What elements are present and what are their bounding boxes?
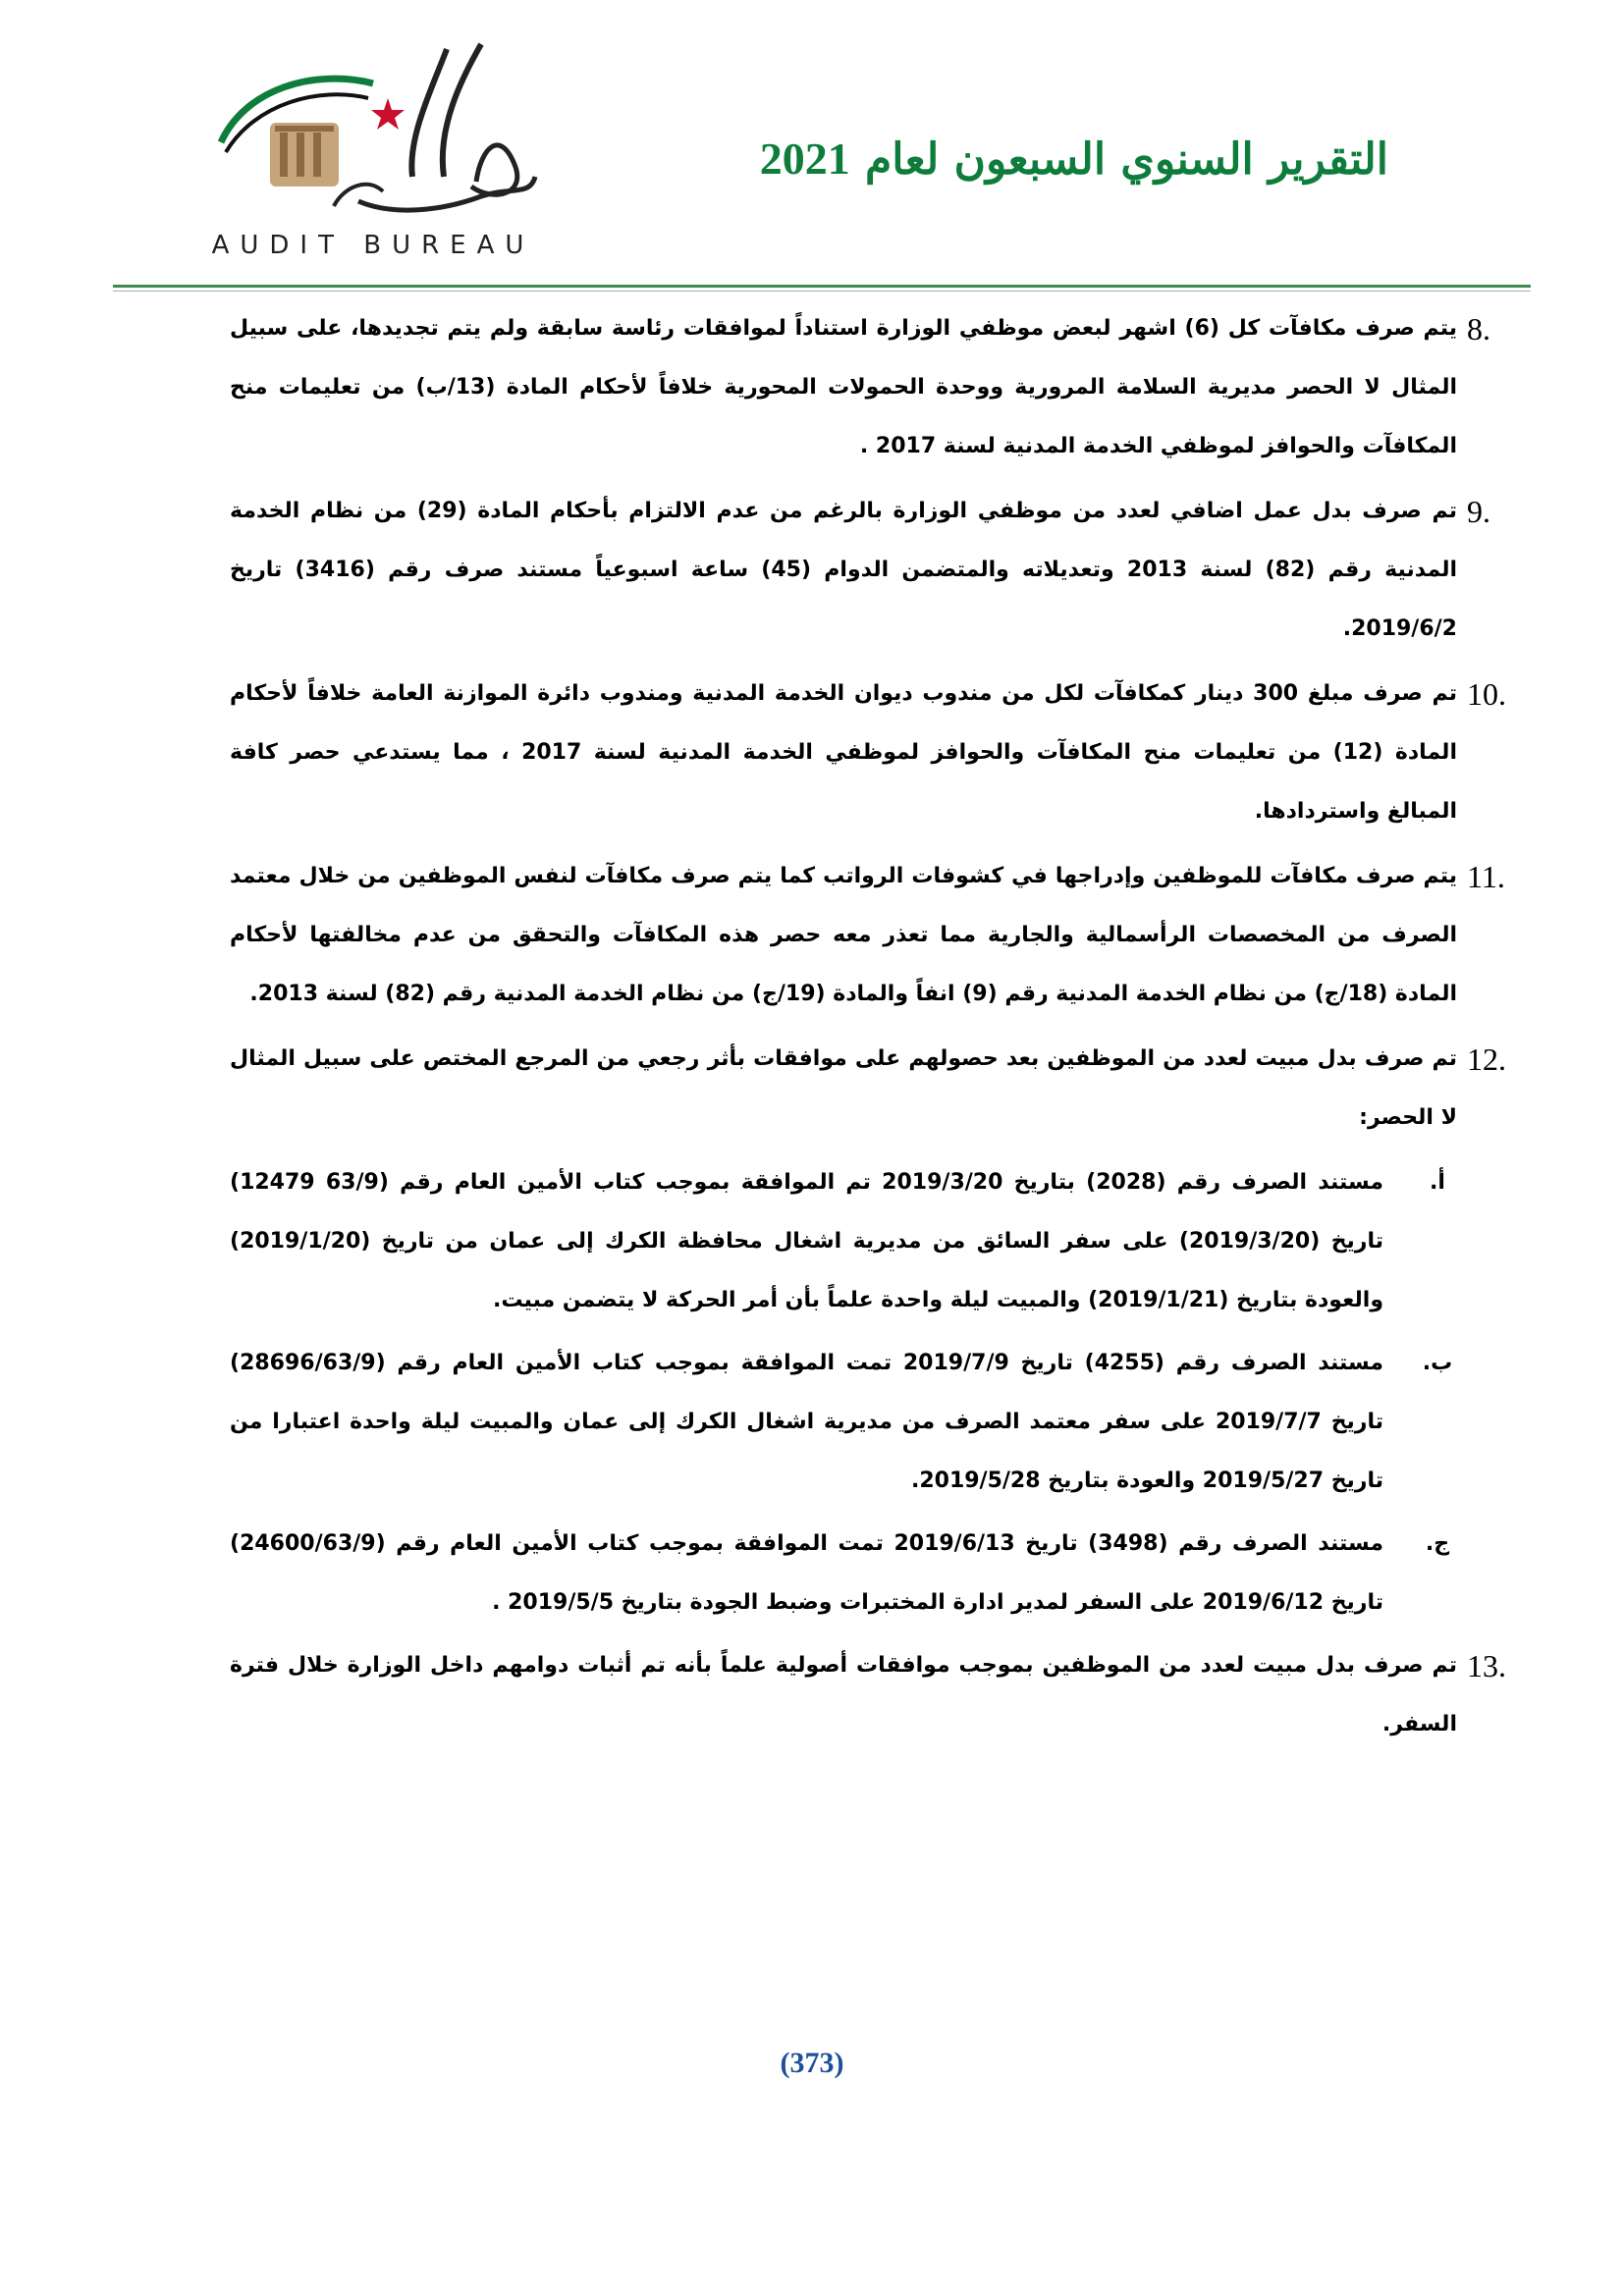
item-number: 10. [1467,676,1506,712]
list-item [230,665,1506,841]
sub-item-text: مستند الصرف رقم (3498) تاريخ 2019/6/13 تمت الموافقة بموجب كتاب الأمين العام رقم (24600/63/9) تاريخ 2019/6/12 على السفر لمدير ادارة المختبرات وضبط الجودة بتاريخ 2019/5/5 . [230,1531,1383,1615]
findings-list [230,299,1506,1760]
item-number: 8. [1467,311,1490,347]
sub-list-item [230,1153,1445,1330]
sub-item-mark: ب. [1422,1351,1453,1375]
item-number: 9. [1467,494,1490,529]
page-number: (373) [780,2047,844,2079]
logo-latin-text: AUDIT BUREAU [211,231,535,260]
audit-bureau-logo [187,29,560,260]
list-item [230,1030,1506,1148]
sub-item-text: مستند الصرف رقم (4255) تاريخ 2019/7/9 تمت الموافقة بموجب كتاب الأمين العام رقم (28696/63/9) تاريخ 2019/7/7 على سفر معتمد الصرف من مديرية اشغال الكرك إلى عمان والمبيت ليلة واحدة اعتبارا من تاريخ 2019/5/27 والعودة بتاريخ 2019/5/28. [230,1351,1383,1493]
header-divider-thin [113,291,1531,292]
sub-item-text: مستند الصرف رقم (2028) بتاريخ 2019/3/20 تم الموافقة بموجب كتاب الأمين العام رقم (63/9 12479) تاريخ (2019/3/20) على سفر السائق من مديرية اشغال محافظة الكرك إلى عمان من تاريخ (2019/1/20) والعودة بتاريخ (2019/1/21) والمبيت ليلة واحدة علماً بأن أمر الحركة لا يتضمن مبيت. [230,1170,1383,1312]
sub-item-mark: ج. [1425,1531,1450,1556]
list-item [230,482,1490,659]
sub-list-item [230,1334,1453,1511]
item-text: تم صرف مبلغ 300 دينار كمكافآت لكل من مندوب ديوان الخدمة المدنية ومندوب دائرة الموازنة العامة خلافاً لأحكام المادة (12) من تعليمات منح المكافآت والحوافز لموظفي الخدمة المدنية لسنة 2017 ، مما يستدعي حصر كافة المبالغ واستردادها. [230,681,1457,824]
item-text: يتم صرف مكافآت للموظفين وإدراجها في كشوفات الرواتب كما يتم صرف مكافآت لنفس الموظفين من خلال معتمد الصرف من المخصصات الرأسمالية والجارية مما تعذر معه حصر هذه المكافآت والتحقق من عدم مخالفتها لأحكام المادة (18/ج) من نظام الخدمة المدنية رقم (9) انفاً والمادة (19/ج) من نظام الخدمة المدنية رقم (82) لسنة 2013. [230,864,1457,1006]
report-title-year: 2021 [759,133,850,184]
report-title-text: التقرير السنوي السبعون لعام [865,134,1388,185]
header-divider [113,285,1531,288]
list-item [230,847,1505,1024]
item-number: 12. [1467,1041,1506,1077]
list-item [230,1636,1506,1754]
report-title [760,133,1388,185]
item-text: تم صرف بدل مبيت لعدد من الموظفين بعد حصولهم على موافقات بأثر رجعي من المرجع المختص على سبيل المثال لا الحصر: [230,1046,1457,1130]
item-text: تم صرف بدل مبيت لعدد من الموظفين بموجب موافقات أصولية علماً بأنه تم أثبات دوامهم داخل الوزارة خلال فترة السفر. [230,1653,1457,1736]
item-text: تم صرف بدل عمل اضافي لعدد من موظفي الوزارة بالرغم من عدم الالتزام بأحكام المادة (29) من نظام الخدمة المدنية رقم (82) لسنة 2013 وتعديلاته والمتضمن الدوام (45) ساعة اسبوعياً مستند صرف رقم (3416) تاريخ 2019/6/2. [230,499,1457,641]
item-text: يتم صرف مكافآت كل (6) اشهر لبعض موظفي الوزارة استناداً لموافقات رئاسة سابقة ولم يتم تجديدها، على سبيل المثال لا الحصر مديرية السلامة المرورية ووحدة الحمولات المحورية خلافاً لأحكام المادة (13/ب) من تعليمات منح المكافآت والحوافز لموظفي الخدمة المدنية لسنة 2017 . [230,316,1457,458]
item-number: 11. [1467,859,1505,894]
logo-calligraphy-emblem [187,29,560,226]
sub-item-mark: أ. [1430,1170,1445,1195]
sub-list-item [230,1515,1450,1632]
list-item [230,299,1490,476]
item-number: 13. [1467,1648,1506,1683]
